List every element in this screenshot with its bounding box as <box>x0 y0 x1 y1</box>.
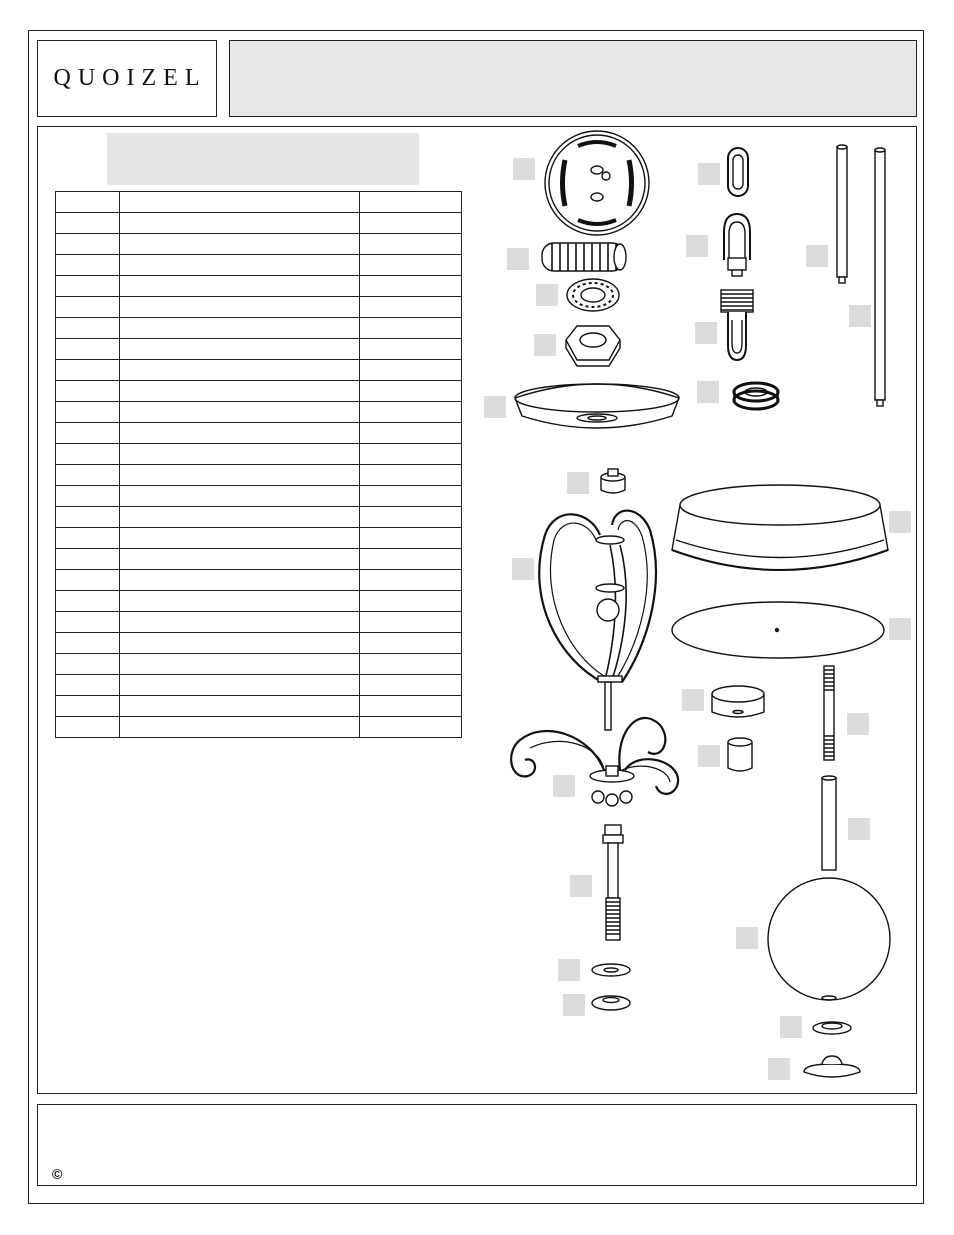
parts-table-row <box>56 318 462 339</box>
parts-table-row <box>56 360 462 381</box>
part-quantity-cell <box>360 570 462 591</box>
part-number-cell <box>56 549 120 570</box>
parts-table-row <box>56 276 462 297</box>
part-description-cell <box>120 654 360 675</box>
long-stem-icon <box>875 148 885 406</box>
part-quantity-cell <box>360 528 462 549</box>
part-quantity-cell <box>360 234 462 255</box>
parts-table-row <box>56 381 462 402</box>
parts-table-row <box>56 654 462 675</box>
parts-table-row <box>56 234 462 255</box>
part-description-cell <box>120 549 360 570</box>
part-quantity-cell <box>360 675 462 696</box>
part-quantity-cell <box>360 591 462 612</box>
part-description-cell <box>120 633 360 654</box>
part-quantity-cell <box>360 276 462 297</box>
part-description-cell <box>120 339 360 360</box>
part-number-cell <box>56 591 120 612</box>
parts-table-row <box>56 675 462 696</box>
parts-table-row <box>56 570 462 591</box>
part-number-cell <box>56 402 120 423</box>
parts-table-row <box>56 339 462 360</box>
canopy-icon <box>515 384 679 428</box>
part-quantity-cell <box>360 486 462 507</box>
parts-table <box>55 191 462 738</box>
part-description-cell <box>120 318 360 339</box>
part-description-cell <box>120 675 360 696</box>
parts-table-row <box>56 717 462 738</box>
ring-nut-icon <box>734 383 778 409</box>
part-number-cell <box>56 486 120 507</box>
part-quantity-cell <box>360 717 462 738</box>
part-quantity-cell <box>360 339 462 360</box>
exploded-parts-diagram <box>470 130 910 1090</box>
part-number-cell <box>56 360 120 381</box>
drum-shade-icon <box>672 485 888 570</box>
threaded-nipple-icon <box>542 243 626 271</box>
part-description-cell <box>120 255 360 276</box>
cap-cup-icon <box>712 686 764 717</box>
parts-table-row <box>56 633 462 654</box>
copyright-symbol: © <box>52 1166 63 1182</box>
part-description-cell <box>120 423 360 444</box>
part-description-cell <box>120 213 360 234</box>
parts-table-row <box>56 192 462 213</box>
part-quantity-cell <box>360 402 462 423</box>
globe-icon <box>768 878 890 1000</box>
part-quantity-cell <box>360 612 462 633</box>
part-number-cell <box>56 717 120 738</box>
parts-table-row <box>56 402 462 423</box>
coupler-icon <box>728 738 752 771</box>
parts-table-row <box>56 612 462 633</box>
part-number-cell <box>56 633 120 654</box>
short-stem-icon <box>837 145 847 283</box>
parts-table-row <box>56 528 462 549</box>
part-quantity-cell <box>360 381 462 402</box>
threaded-rod-icon <box>824 666 834 760</box>
part-number-cell <box>56 276 120 297</box>
screw-collar-loop-icon <box>721 290 753 360</box>
lock-washer-icon <box>567 279 619 311</box>
part-number-cell <box>56 612 120 633</box>
parts-table-title <box>107 133 419 185</box>
parts-table-row <box>56 591 462 612</box>
finial-cap-icon <box>601 469 625 493</box>
part-description-cell <box>120 276 360 297</box>
part-quantity-cell <box>360 423 462 444</box>
part-quantity-cell <box>360 192 462 213</box>
tube-icon <box>822 776 836 870</box>
mounting-plate-icon <box>545 131 649 235</box>
part-description-cell <box>120 717 360 738</box>
parts-table-row <box>56 507 462 528</box>
part-number-cell <box>56 528 120 549</box>
part-description-cell <box>120 696 360 717</box>
brand-logo <box>37 40 217 117</box>
part-number-cell <box>56 297 120 318</box>
parts-table-row <box>56 696 462 717</box>
part-number-cell <box>56 465 120 486</box>
parts-table-row <box>56 486 462 507</box>
footer-panel <box>37 1104 917 1186</box>
part-number-cell <box>56 570 120 591</box>
washer-c-icon <box>813 1022 851 1034</box>
glass-diffuser-icon <box>672 602 884 658</box>
part-quantity-cell <box>360 318 462 339</box>
part-number-cell <box>56 339 120 360</box>
brand-name: QUOIZEL <box>53 65 207 91</box>
part-description-cell <box>120 192 360 213</box>
part-quantity-cell <box>360 549 462 570</box>
part-quantity-cell <box>360 465 462 486</box>
part-number-cell <box>56 675 120 696</box>
part-quantity-cell <box>360 360 462 381</box>
part-number-cell <box>56 255 120 276</box>
part-number-cell <box>56 423 120 444</box>
washer-a-icon <box>592 964 630 976</box>
parts-table-row <box>56 213 462 234</box>
part-quantity-cell <box>360 696 462 717</box>
parts-table-row <box>56 297 462 318</box>
upper-frame-icon <box>539 511 656 730</box>
part-description-cell <box>120 381 360 402</box>
part-number-cell <box>56 444 120 465</box>
part-quantity-cell <box>360 633 462 654</box>
part-number-cell <box>56 381 120 402</box>
parts-table-row <box>56 549 462 570</box>
part-description-cell <box>120 360 360 381</box>
parts-table-row <box>56 465 462 486</box>
part-description-cell <box>120 591 360 612</box>
part-quantity-cell <box>360 255 462 276</box>
part-number-cell <box>56 192 120 213</box>
part-number-cell <box>56 213 120 234</box>
parts-table-row <box>56 444 462 465</box>
parts-table-row <box>56 255 462 276</box>
part-description-cell <box>120 507 360 528</box>
part-description-cell <box>120 612 360 633</box>
part-quantity-cell <box>360 507 462 528</box>
part-description-cell <box>120 486 360 507</box>
part-number-cell <box>56 234 120 255</box>
part-description-cell <box>120 465 360 486</box>
part-description-cell <box>120 297 360 318</box>
hex-nut-icon <box>566 326 620 366</box>
part-description-cell <box>120 528 360 549</box>
part-description-cell <box>120 570 360 591</box>
header-title-panel <box>229 40 917 117</box>
part-description-cell <box>120 444 360 465</box>
parts-table-body <box>56 192 462 738</box>
socket-cluster-rod-icon <box>603 825 623 940</box>
washer-b-icon <box>592 996 630 1010</box>
part-quantity-cell <box>360 444 462 465</box>
loop-icon <box>724 214 750 276</box>
part-number-cell <box>56 507 120 528</box>
part-quantity-cell <box>360 654 462 675</box>
finial-knob-icon <box>804 1056 860 1077</box>
parts-table-row <box>56 423 462 444</box>
part-number-cell <box>56 696 120 717</box>
part-description-cell <box>120 234 360 255</box>
lower-arms-body-icon <box>511 718 678 806</box>
chain-link-icon <box>728 148 748 196</box>
part-number-cell <box>56 654 120 675</box>
part-quantity-cell <box>360 297 462 318</box>
part-description-cell <box>120 402 360 423</box>
part-number-cell <box>56 318 120 339</box>
part-quantity-cell <box>360 213 462 234</box>
